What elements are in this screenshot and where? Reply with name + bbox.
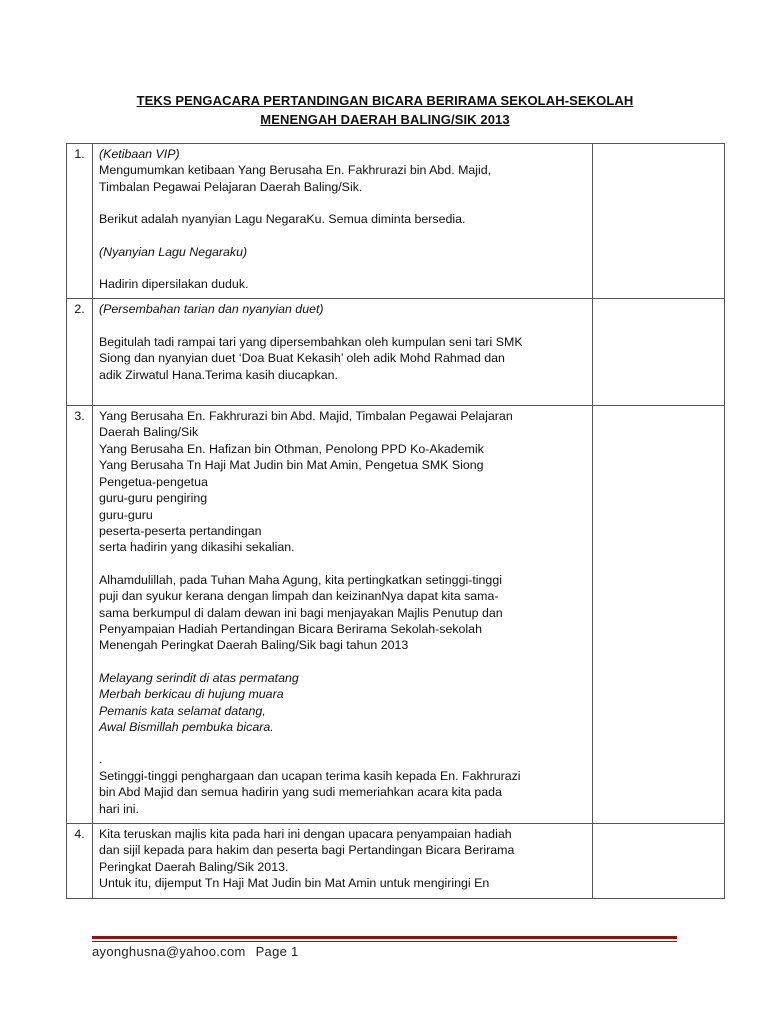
- row-number: 3.: [67, 406, 93, 824]
- script-line: Peringkat Daerah Baling/Sik 2013.: [99, 859, 289, 874]
- stage-direction-line: (Ketibaan VIP): [99, 147, 180, 161]
- script-line: dan sijil kepada para hakim dan peserta bagi Pertandingan Bicara Berirama: [99, 843, 515, 858]
- stage-direction-line: Awal Bismillah pembuka bicara.: [99, 719, 274, 734]
- row-number: 4.: [67, 824, 93, 899]
- footer-rule-thick: [92, 936, 677, 939]
- paragraph-gap: [99, 654, 586, 670]
- script-line: hari ini.: [99, 801, 139, 816]
- stage-direction-line: (Persembahan tarian dan nyanyian duet): [99, 302, 324, 317]
- stage-direction-line: Merbah berkicau di hujung muara: [99, 687, 284, 702]
- row-notes-cell: [593, 824, 725, 899]
- paragraph-gap: [99, 383, 586, 399]
- script-line: Hadirin dipersilakan duduk.: [99, 277, 249, 292]
- script-line: Timbalan Pegawai Pelajaran Daerah Baling/Sik.: [99, 179, 363, 194]
- script-line: Menengah Peringkat Daerah Baling/Sik bagi tahun 2013: [99, 638, 409, 653]
- table-row: [67, 144, 725, 299]
- paragraph-gap: [99, 318, 586, 334]
- row-notes-cell: [593, 406, 725, 824]
- script-line: Alhamdulillah, pada Tuhan Maha Agung, kita pertingkatkan setinggi-tinggi: [99, 572, 502, 587]
- row-notes-cell: [593, 144, 725, 299]
- row-script-text: [93, 406, 593, 824]
- script-line: Pengetua-pengetua: [99, 474, 208, 489]
- footer-rule-thin: [92, 941, 677, 942]
- script-line: Setinggi-tinggi penghargaan dan ucapan terima kasih kepada En. Fakhrurazi: [99, 768, 521, 783]
- script-line: Begitulah tadi rampai tari yang dipersembahkan oleh kumpulan seni tari SMK: [99, 334, 523, 349]
- script-line: Penyampaian Hadiah Pertandingan Bicara Berirama Sekolah-sekolah: [99, 621, 482, 636]
- paragraph-gap: [99, 260, 586, 276]
- script-line: Yang Berusaha En. Hafizan bin Othman, Penolong PPD Ko-Akademik: [99, 441, 484, 456]
- script-line: guru-guru: [99, 507, 153, 522]
- paragraph-gap: [99, 556, 586, 572]
- footer-page-number: Page 1: [255, 944, 299, 959]
- script-line: .: [99, 752, 103, 767]
- row-number: 1.: [67, 144, 93, 299]
- page-footer: [92, 944, 305, 959]
- document-title-line-1: TEKS PENGACARA PERTANDINGAN BICARA BERIRAMA SEKOLAH-SEKOLAH: [136, 93, 634, 108]
- script-line: serta hadirin yang dikasihi sekalian.: [99, 540, 295, 555]
- document-title-line-2: MENENGAH DAERAH BALING/SIK 2013: [260, 112, 510, 127]
- paragraph-gap: [99, 228, 586, 244]
- row-notes-cell: [593, 299, 725, 406]
- script-line: puji dan syukur kerana dengan limpah dan keizinanNya dapat kita sama-: [99, 589, 499, 604]
- script-line: Berikut adalah nyanyian Lagu NegaraKu. Semua diminta bersedia.: [99, 212, 466, 227]
- row-number: 2.: [67, 299, 93, 406]
- footer-email: ayonghusna@yahoo.com: [92, 944, 246, 959]
- script-line: Yang Berusaha En. Fakhrurazi bin Abd. Majid, Timbalan Pegawai Pelajaran: [99, 409, 513, 424]
- script-line: bin Abd Majid dan semua hadirin yang sudi memeriahkan acara kita pada: [99, 785, 502, 800]
- script-line: guru-guru pengiring: [99, 491, 208, 506]
- paragraph-gap: [99, 195, 586, 211]
- script-line: Yang Berusaha Tn Haji Mat Judin bin Mat Amin, Pengetua SMK Siong: [99, 458, 484, 473]
- table-row: [67, 299, 725, 406]
- script-line: Siong dan nyanyian duet ‘Doa Buat Kekasih’ oleh adik Mohd Rahmad dan: [99, 351, 505, 366]
- table-row: [67, 406, 725, 824]
- stage-direction-line: Pemanis kata selamat datang,: [99, 703, 266, 718]
- row-script-text: [93, 144, 593, 299]
- row-script-text: [93, 299, 593, 406]
- table-row: [67, 824, 725, 899]
- row-script-text: [93, 824, 593, 899]
- stage-direction-line: Melayang serindit di atas permatang: [99, 670, 299, 685]
- script-line: adik Zirwatul Hana.Terima kasih diucapkan.: [99, 367, 338, 382]
- stage-direction-line: (Nyanyian Lagu Negaraku): [99, 244, 248, 259]
- script-line: sama berkumpul di dalam dewan ini bagi menjayakan Majlis Penutup dan: [99, 605, 503, 620]
- paragraph-gap: [99, 735, 586, 751]
- script-line: Untuk itu, dijemput Tn Haji Mat Judin bin Mat Amin untuk mengiringi En: [99, 876, 490, 891]
- script-line: Mengumumkan ketibaan Yang Berusaha En. Fakhrurazi bin Abd. Majid,: [99, 163, 492, 178]
- script-line: Daerah Baling/Sik: [99, 425, 199, 440]
- script-line: peserta-peserta pertandingan: [99, 523, 262, 538]
- script-table: [66, 143, 725, 899]
- script-line: Kita teruskan majlis kita pada hari ini dengan upacara penyampaian hadiah: [99, 827, 512, 841]
